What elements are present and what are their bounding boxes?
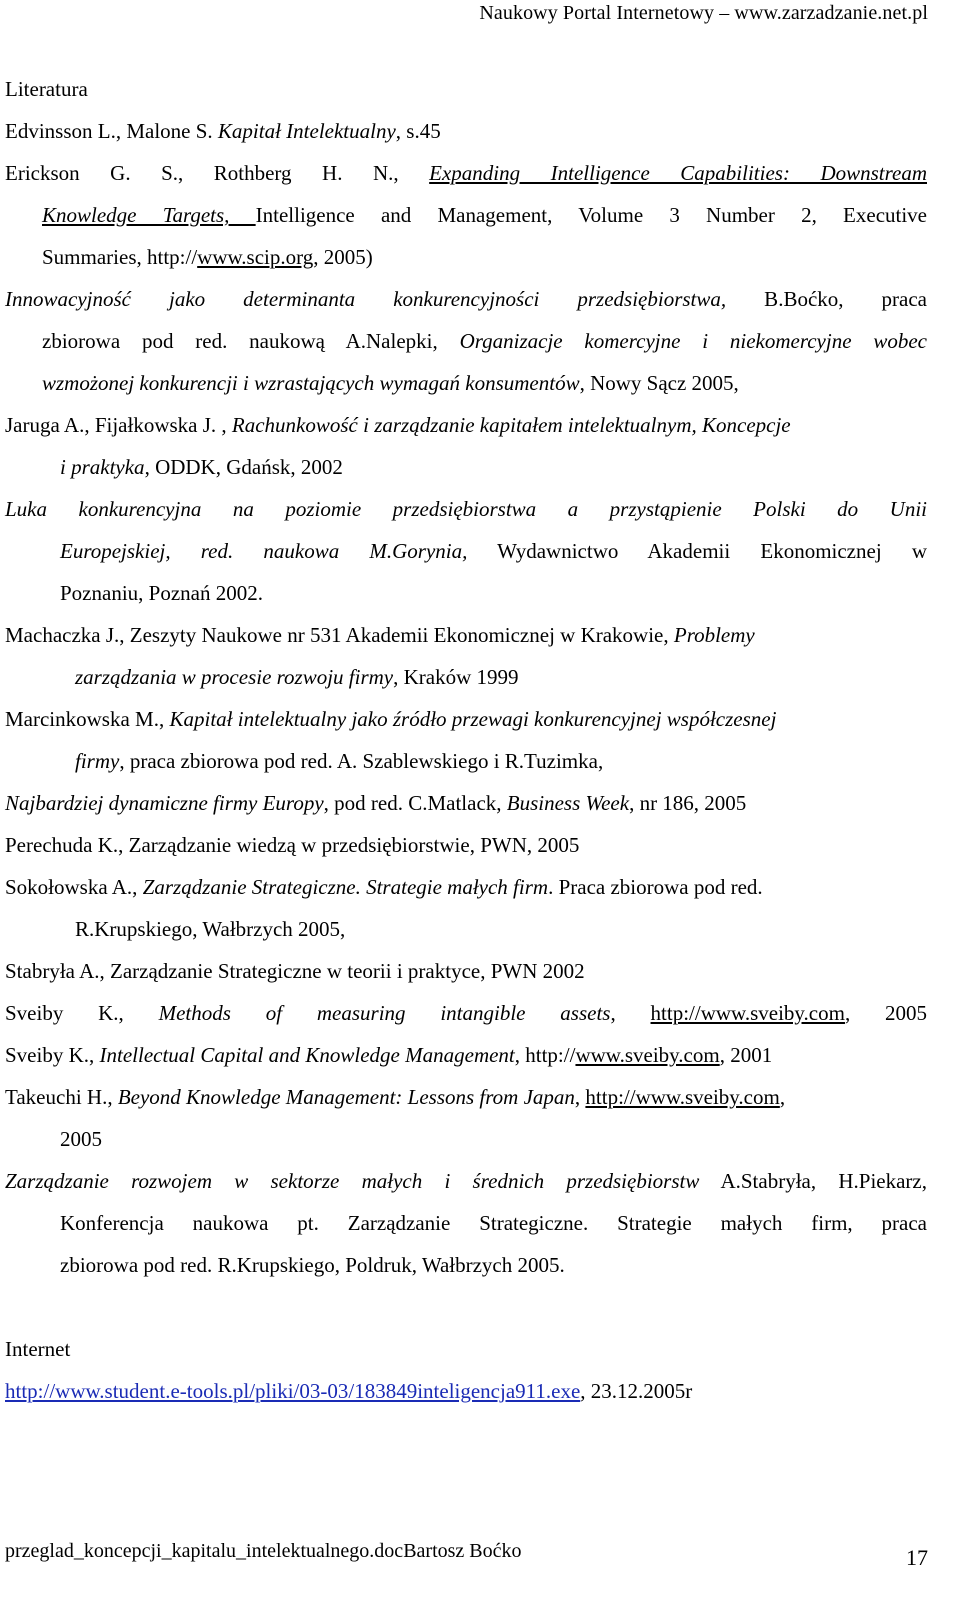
footer-author: Bartosz Boćko (403, 1540, 522, 1562)
bib-entry-takeuchi-cont (5, 1118, 927, 1160)
bib-entry-sokolowska (5, 866, 927, 908)
bib-text: Wydawnictwo Akademii Ekonomicznej w (467, 539, 927, 563)
bib-text: Stabryła A., Zarządzanie Strategiczne w teorii i praktyce, PWN 2002 (5, 959, 585, 983)
bib-entry-jaruga-cont (5, 446, 927, 488)
footer-document-info (5, 1540, 522, 1563)
bib-title: Knowledge Targets, (42, 203, 256, 227)
bib-text: , Kraków 1999 (393, 665, 519, 689)
bib-entry-stabryla (5, 950, 927, 992)
bib-title: Business Week (506, 791, 630, 815)
bib-text: Konferencja naukowa pt. Zarządzanie Strategiczne. Strategie małych firm, praca (60, 1211, 927, 1235)
sveiby-link[interactable]: http://www.sveiby.com (650, 1001, 845, 1025)
bib-text: , 2005 (844, 1001, 928, 1025)
bib-title: zarządzania w procesie rozwoju firmy (75, 665, 394, 689)
bib-text: , 2005) (313, 245, 373, 269)
bib-text: B.Boćko, praca (726, 287, 928, 311)
bib-text: , (779, 1085, 786, 1109)
bib-entry-luka (5, 488, 927, 530)
bib-title: Zarządzanie rozwojem w sektorze małych i średnich przedsiębiorstw (5, 1169, 700, 1193)
bib-entry-jaruga (5, 404, 927, 446)
student-tools-link[interactable]: http://www.student.e-tools.pl/pliki/03-03/183849inteligencja911.exe (5, 1379, 581, 1403)
bib-entry-zarzadzanie-rozwojem-cont2 (5, 1244, 927, 1286)
bib-title: i praktyka (60, 455, 145, 479)
bib-entry-erickson-cont2 (5, 236, 927, 278)
bib-entry-sveiby-methods (5, 992, 927, 1034)
bib-title: Methods of measuring intangible assets (158, 1001, 611, 1025)
bib-text: Intelligence and Management, Volume 3 Number 2, Executive (255, 203, 928, 227)
bib-entry-zarzadzanie-rozwojem-cont (5, 1202, 927, 1244)
bib-entry-innowacyjnosc-cont (5, 320, 927, 362)
bib-text: Marcinkowska M., (5, 707, 170, 731)
bib-title: Rachunkowość i zarządzanie kapitałem intelektualnym, Koncepcje (231, 413, 791, 437)
bib-entry-luka-cont (5, 530, 927, 572)
bib-title: Kapitał intelektualny jako źródło przewagi konkurencyjnej współczesnej (169, 707, 777, 731)
bib-text: , 2001 (719, 1043, 773, 1067)
sveiby-link[interactable]: http://www.sveiby.com (585, 1085, 780, 1109)
bib-title: Europejskiej, red. naukowa M.Gorynia, (60, 539, 468, 563)
bib-text: Perechuda K., Zarządzanie wiedzą w przedsiębiorstwie, PWN, 2005 (5, 833, 580, 857)
bib-text: Edvinsson L., Malone S. (5, 119, 218, 143)
bib-entry-takeuchi (5, 1076, 927, 1118)
bib-title: Kapitał Intelektualny (217, 119, 396, 143)
bib-text: Summaries, http:// (42, 245, 198, 269)
bib-entry-marcinkowska (5, 698, 927, 740)
bib-title: Intellectual Capital and Knowledge Management (99, 1043, 515, 1067)
bib-text: A.Stabryła, H.Piekarz, (699, 1169, 927, 1193)
bib-entry-erickson (5, 152, 927, 194)
bib-title: Luka konkurencyjna na poziomie przedsiębiorstwa a przystąpienie Polski do Unii (5, 497, 927, 521)
bib-text: , pod red. C.Matlack, (323, 791, 507, 815)
bib-title: Najbardziej dynamiczne firmy Europy (5, 791, 324, 815)
bib-entry-edvinsson (5, 110, 927, 152)
bib-title: wzmożonej konkurencji i wzrastających wymagań konsumentów (42, 371, 580, 395)
bib-entry-machaczka-cont (5, 656, 927, 698)
bib-text: Erickson G. S., Rothberg H. N., (5, 161, 430, 185)
bibliography (5, 68, 927, 1412)
footer-filename: przeglad_koncepcji_kapitalu_intelektualnego.doc (5, 1540, 404, 1562)
bib-entry-perechuda (5, 824, 927, 866)
bib-text: Machaczka J., Zeszyty Naukowe nr 531 Akademii Ekonomicznej w Krakowie, (5, 623, 674, 647)
bib-title: Innowacyjność jako determinanta konkurencyjności przedsiębiorstwa, (5, 287, 727, 311)
bib-text: 2005 (60, 1127, 102, 1151)
bib-text: Poznaniu, Poznań 2002. (60, 581, 263, 605)
bib-text: , praca zbiorowa pod red. A. Szablewskiego i R.Tuzimka, (119, 749, 604, 773)
bib-entry-luka-cont2 (5, 572, 927, 614)
bib-title: Beyond Knowledge Management: Lessons from Japan (117, 1085, 575, 1109)
internet-date: , 23.12.2005r (580, 1379, 693, 1403)
literatura-heading: Literatura (5, 77, 88, 101)
bib-text: Sokołowska A., (5, 875, 143, 899)
bib-text: zbiorowa pod red. naukową A.Nalepki, (42, 329, 460, 353)
bib-text: , (610, 1001, 651, 1025)
bib-text: Takeuchi H., (5, 1085, 118, 1109)
page-header: Naukowy Portal Internetowy – www.zarzadzanie.net.pl (479, 2, 928, 24)
bib-text: , (574, 1085, 586, 1109)
bib-title: Organizacje komercyjne i niekomercyjne wobec (459, 329, 927, 353)
bib-text: , http:// (514, 1043, 576, 1067)
bib-text: , nr 186, 2005 (629, 791, 747, 815)
bib-entry-innowacyjnosc (5, 278, 927, 320)
bib-text: Sveiby K., (5, 1043, 100, 1067)
bib-entry-najbardziej (5, 782, 927, 824)
spacer (5, 1286, 927, 1328)
internet-entry (5, 1370, 927, 1412)
bib-title: firmy (75, 749, 120, 773)
scip-link[interactable]: www.scip.org (197, 245, 314, 269)
bib-text: Sveiby K., (5, 1001, 159, 1025)
bib-entry-zarzadzanie-rozwojem (5, 1160, 927, 1202)
bib-text: zbiorowa pod red. R.Krupskiego, Poldruk, Wałbrzych 2005. (60, 1253, 565, 1277)
bib-entry-innowacyjnosc-cont2 (5, 362, 927, 404)
bib-text: , Nowy Sącz 2005, (579, 371, 739, 395)
bib-text: , ODDK, Gdańsk, 2002 (144, 455, 343, 479)
bib-text: , s.45 (395, 119, 441, 143)
bib-title: Zarządzanie Strategiczne. Strategie małych firm (142, 875, 549, 899)
bib-entry-erickson-cont (5, 194, 927, 236)
page-number: 17 (906, 1545, 928, 1570)
bib-text: R.Krupskiego, Wałbrzych 2005, (75, 917, 346, 941)
bib-entry-sveiby-intellectual (5, 1034, 927, 1076)
sveiby-link[interactable]: www.sveiby.com (575, 1043, 720, 1067)
bib-title: Problemy (673, 623, 755, 647)
bib-title: Expanding Intelligence Capabilities: Downstream (429, 161, 927, 185)
bib-text: Jaruga A., Fijałkowska J. , (5, 413, 232, 437)
internet-heading: Internet (5, 1337, 71, 1361)
bib-entry-sokolowska-cont (5, 908, 927, 950)
bib-entry-marcinkowska-cont (5, 740, 927, 782)
bib-entry-machaczka (5, 614, 927, 656)
bib-text: . Praca zbiorowa pod red. (548, 875, 763, 899)
